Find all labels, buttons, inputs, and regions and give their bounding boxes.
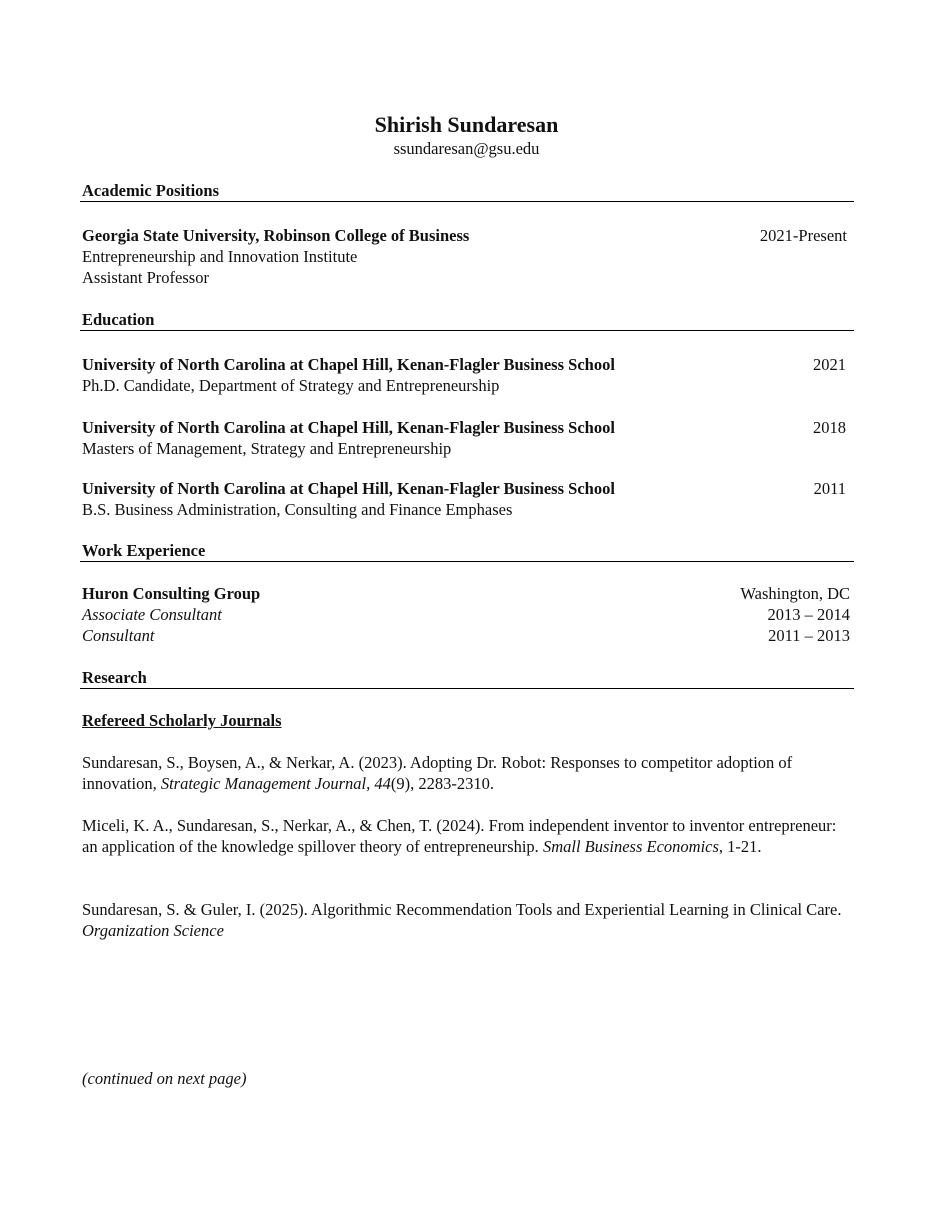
education-degree: Masters of Management, Strategy and Entrepreneurship bbox=[82, 439, 452, 458]
academic-dates: 2021-Present bbox=[759, 226, 847, 245]
education-year: 2018 bbox=[813, 418, 846, 437]
section-rule bbox=[80, 561, 854, 562]
publication-journal: Small Business Economics bbox=[542, 837, 719, 856]
work-role-title: Consultant bbox=[82, 626, 155, 645]
research-subtitle: Refereed Scholarly Journals bbox=[82, 711, 282, 730]
publication-details: (9), 2283-2310. bbox=[390, 774, 494, 793]
section-rule bbox=[80, 201, 854, 202]
work-role-dates: 2013 – 2014 bbox=[767, 605, 850, 624]
section-education: Education bbox=[82, 310, 155, 329]
academic-unit: Entrepreneurship and Innovation Institute bbox=[82, 247, 358, 266]
work-role-title: Associate Consultant bbox=[82, 605, 222, 624]
continued-note: (continued on next page) bbox=[82, 1069, 247, 1088]
education-school: University of North Carolina at Chapel Hill, Kenan-Flagler Business School bbox=[82, 418, 615, 437]
section-work-experience: Work Experience bbox=[82, 541, 206, 560]
work-role-dates: 2011 – 2013 bbox=[768, 626, 850, 645]
education-school: University of North Carolina at Chapel Hill, Kenan-Flagler Business School bbox=[82, 479, 615, 498]
education-degree: Ph.D. Candidate, Department of Strategy and Entrepreneurship bbox=[82, 376, 500, 395]
section-rule bbox=[80, 688, 854, 689]
publication-citation: Sundaresan, S. & Guler, I. (2025). Algorithmic Recommendation Tools and Experiential Learning in Clinical Care. bbox=[82, 900, 842, 919]
publication bbox=[82, 815, 842, 857]
academic-institution: Georgia State University, Robinson College of Business bbox=[82, 226, 470, 245]
education-year: 2021 bbox=[813, 355, 846, 374]
section-rule bbox=[80, 330, 854, 331]
publication-citation: Sundaresan, S., Boysen, A., & Nerkar, A. (2023). Adopting Dr. Robot: Responses to competitor adoption of innovation, bbox=[82, 753, 793, 793]
publication bbox=[82, 752, 842, 794]
publication-details: , 1-21. bbox=[718, 837, 762, 856]
cv-name: Shirish Sundaresan bbox=[374, 112, 559, 137]
education-year: 2011 bbox=[813, 479, 846, 498]
publication-journal: Strategic Management Journal, 44 bbox=[160, 774, 391, 793]
section-academic-positions: Academic Positions bbox=[82, 181, 220, 200]
education-school: University of North Carolina at Chapel Hill, Kenan-Flagler Business School bbox=[82, 355, 615, 374]
academic-role: Assistant Professor bbox=[82, 268, 209, 287]
education-degree: B.S. Business Administration, Consulting and Finance Emphases bbox=[82, 500, 513, 519]
work-company: Huron Consulting Group bbox=[82, 584, 261, 603]
email-address: ssundaresan@gsu.edu bbox=[393, 139, 540, 158]
section-research: Research bbox=[82, 668, 147, 687]
publication bbox=[82, 899, 842, 941]
work-location: Washington, DC bbox=[740, 584, 850, 603]
publication-citation: Miceli, K. A., Sundaresan, S., Nerkar, A., & Chen, T. (2024). From independent inventor to inventor entrepreneur: an application of the knowledge spillover theory of entrepreneurship. bbox=[82, 816, 837, 856]
publication-journal: Organization Science bbox=[82, 921, 224, 940]
